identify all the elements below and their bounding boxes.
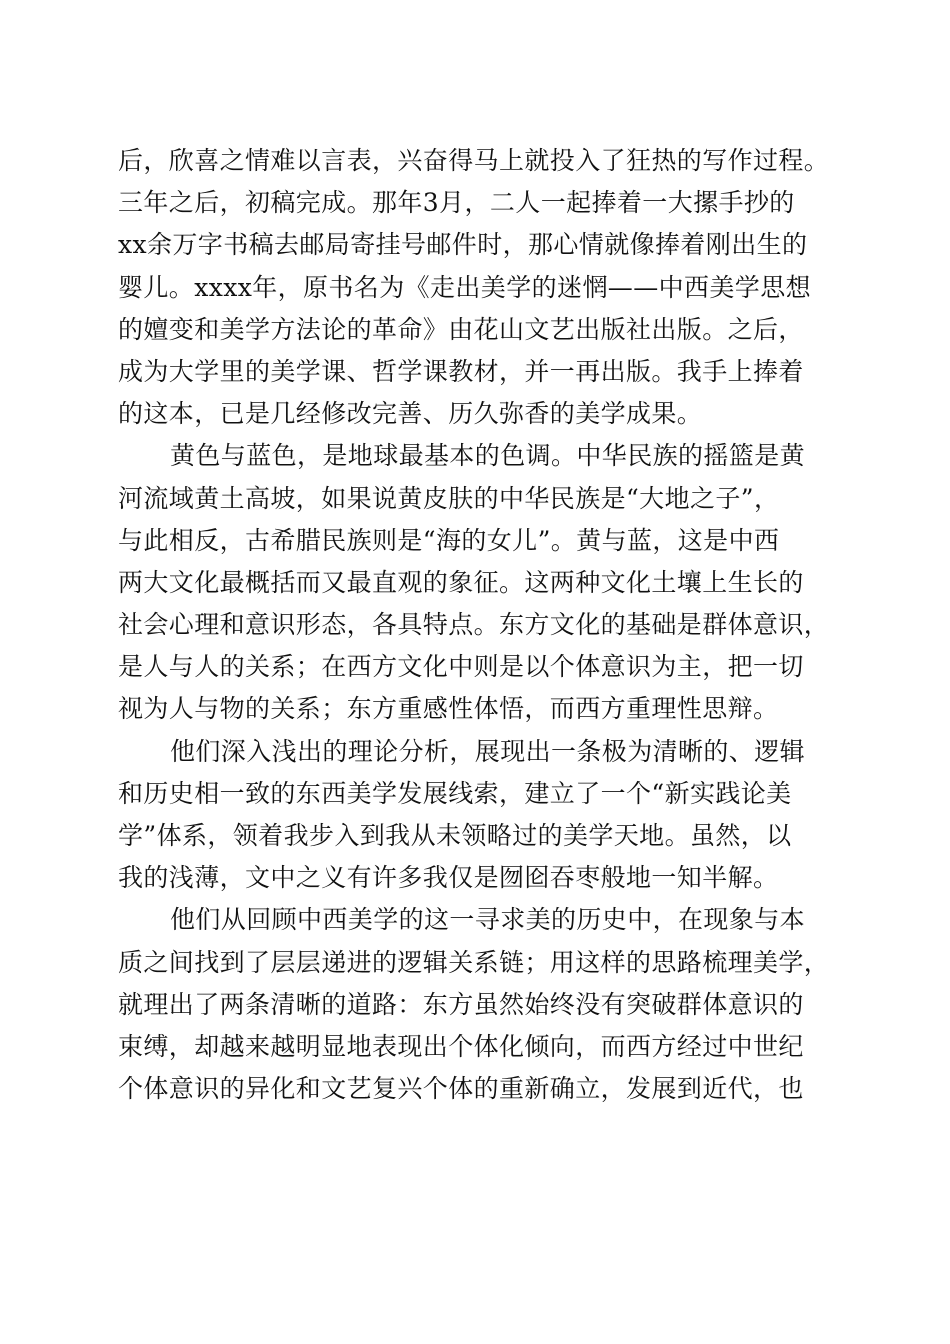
text-line: 视为人与物的关系；东方重感性体悟，而西方重理性思辩。 bbox=[118, 694, 779, 724]
text-line: 河流域黄土高坡，如果说黄皮肤的中华民族是“大地之子”， bbox=[118, 483, 780, 513]
text-line: 质之间找到了层层递进的逻辑关系链；用这样的思路梳理美学， bbox=[118, 947, 830, 977]
text-line: 他们从回顾中西美学的这一寻求美的历史中，在现象与本 bbox=[170, 905, 806, 935]
paragraph-1 bbox=[118, 140, 838, 435]
text-line: 他们深入浅出的理论分析，展现出一条极为清晰的、逻辑 bbox=[170, 736, 806, 766]
text-line: 和历史相一致的东西美学发展线索，建立了一个“新实践论美 bbox=[118, 778, 792, 808]
text-line: 三年之后，初稿完成。那年3月，二人一起捧着一大摞手抄的 bbox=[118, 188, 795, 218]
text-line: 束缚，却越来越明显地表现出个体化倾向，而西方经过中世纪 bbox=[118, 1031, 804, 1061]
paragraph-4 bbox=[118, 899, 838, 1110]
text-line: 的这本，已是几经修改完善、历久弥香的美学成果。 bbox=[118, 399, 703, 429]
body-text bbox=[118, 140, 838, 1110]
text-line: xx余万字书稿去邮局寄挂号邮件时，那心情就像捧着刚出生的 bbox=[118, 230, 808, 260]
text-line: 婴儿。xxxx年，原书名为《走出美学的迷惘——中西美学思想 bbox=[118, 272, 811, 302]
text-line: 与此相反，古希腊民族则是“海的女儿”。黄与蓝，这是中西 bbox=[118, 525, 780, 555]
text-line: 就理出了两条清晰的道路：东方虽然始终没有突破群体意识的 bbox=[118, 989, 804, 1019]
paragraph-2 bbox=[118, 435, 838, 730]
paragraph-3 bbox=[118, 731, 838, 900]
text-line: 成为大学里的美学课、哲学课教材，并一再出版。我手上捧着 bbox=[118, 356, 804, 386]
text-line: 社会心理和意识形态，各具特点。东方文化的基础是群体意识， bbox=[118, 610, 830, 640]
text-line: 两大文化最概括而又最直观的象征。这两种文化土壤上生长的 bbox=[118, 567, 804, 597]
text-line: 是人与人的关系；在西方文化中则是以个体意识为主，把一切 bbox=[118, 652, 804, 682]
text-line: 的嬗变和美学方法论的革命》由花山文艺出版社出版。之后， bbox=[118, 314, 804, 344]
text-line: 个体意识的异化和文艺复兴个体的重新确立，发展到近代，也 bbox=[118, 1074, 804, 1104]
text-line: 学”体系，领着我步入到我从未领略过的美学天地。虽然，以 bbox=[118, 821, 792, 850]
text-line: 黄色与蓝色，是地球最基本的色调。中华民族的摇篮是黄 bbox=[170, 441, 806, 471]
text-line: 我的浅薄，文中之义有许多我仅是囫囵吞枣般地一知半解。 bbox=[118, 863, 779, 893]
text-line: 后，欣喜之情难以言表，兴奋得马上就投入了狂热的写作过程。 bbox=[118, 146, 830, 175]
